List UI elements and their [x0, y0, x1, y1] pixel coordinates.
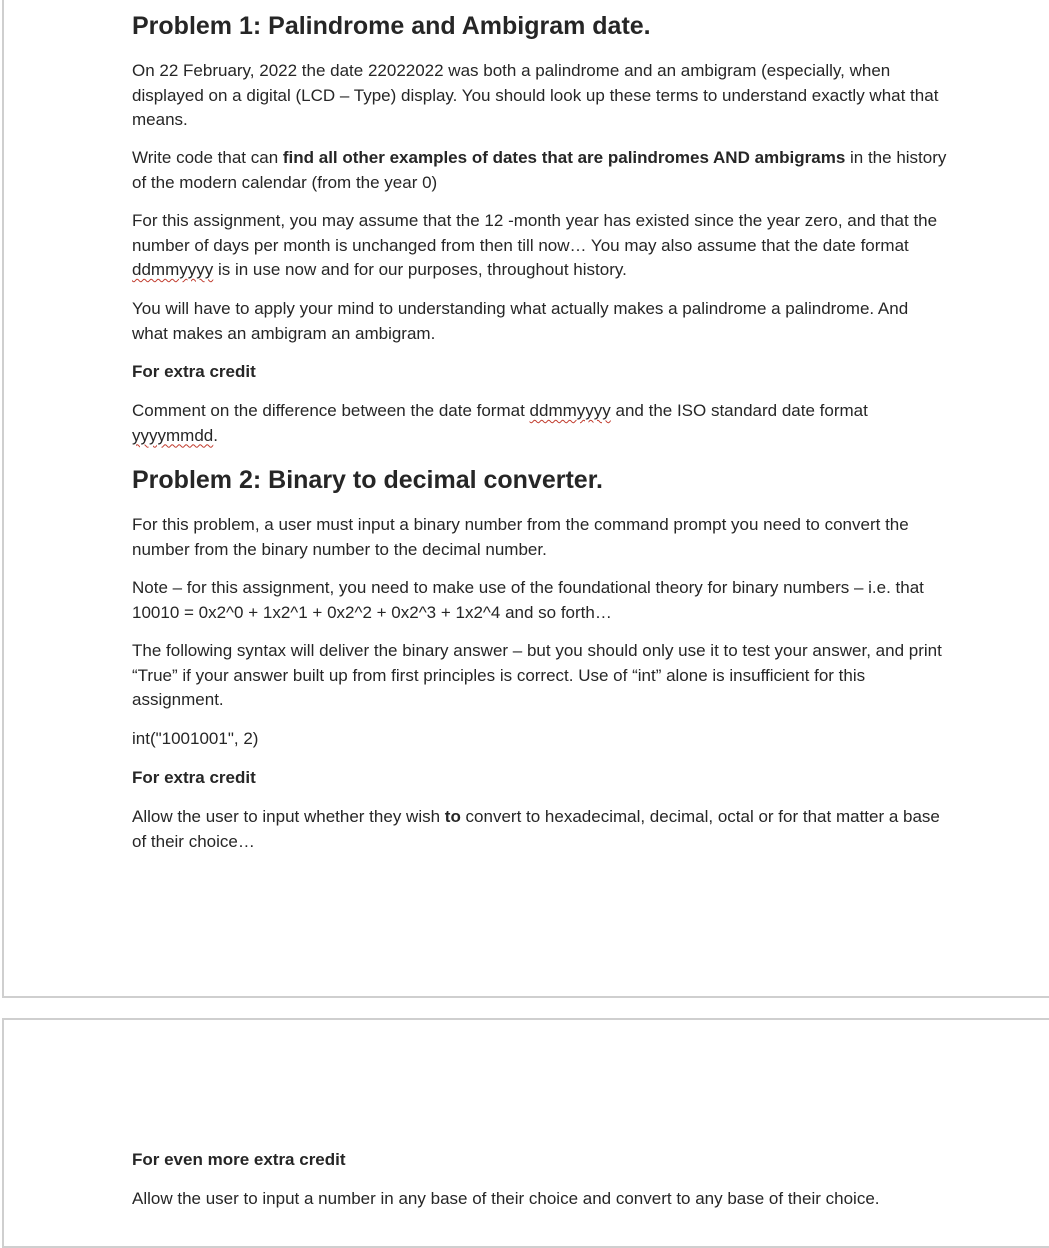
- problem1-task-emphasis: find all other examples of dates that are palindromes AND ambigrams: [282, 148, 846, 167]
- problem1-understanding-paragraph: You will have to apply your mind to understanding what actually makes a palindrome a palindrome. And what makes an ambigram an ambigram.: [132, 299, 909, 343]
- problem1-intro-paragraph: On 22 February, 2022 the date 22022022 was both a palindrome and an ambigram (especially, when displayed on a digital (LCD – Type) display. You should look up these terms to understand exactly what that means.: [132, 61, 939, 129]
- problem2-more-extra-credit-text: Allow the user to input a number in any base of their choice and convert to any base of their choice.: [132, 1189, 880, 1208]
- problem2-heading: Problem 2: Binary to decimal converter.: [132, 466, 603, 494]
- document-page-2: [2, 1018, 1049, 1248]
- problem1-task-paragraph: Write code that can find all other examples of dates that are palindromes AND ambigrams in the history of the modern calendar (from the year 0): [132, 148, 947, 192]
- problem1-assumptions-paragraph: For this assignment, you may assume that the 12 -month year has existed since the year zero, and that the number of days per month is unchanged from then till now… You may also assume that the date format ddmmyyyy is in use now and for our purposes, throughout history.: [132, 211, 938, 279]
- problem2-intro-paragraph: For this problem, a user must input a binary number from the command prompt you need to convert the number from the binary number to the decimal number.: [132, 515, 909, 559]
- date-format-yyyymmdd: yyyymmdd: [132, 425, 214, 445]
- extra-credit-emphasis-to: to: [444, 807, 461, 826]
- problem2-more-extra-credit-label: For even more extra credit: [132, 1150, 346, 1169]
- problem1-extra-credit-label: For extra credit: [132, 362, 256, 381]
- problem2-syntax-paragraph: The following syntax will deliver the binary answer – but you should only use it to test your answer, and print “True” if your answer built up from first principles is correct. Use of “int” alone is insufficient for this assignment.: [132, 641, 942, 709]
- problem2-code-line: int("1001001", 2): [132, 729, 259, 748]
- problem1-extra-credit-text: Comment on the difference between the date format ddmmyyyy and the ISO standard date format yyyymmdd.: [132, 401, 868, 445]
- date-format-ddmmyyyy-2: ddmmyyyy: [529, 401, 611, 420]
- date-format-ddmmyyyy: ddmmyyyy: [132, 260, 214, 279]
- page-gap: [0, 998, 1049, 1018]
- problem1-heading: Problem 1: Palindrome and Ambigram date.: [132, 12, 651, 40]
- problem2-note-paragraph: Note – for this assignment, you need to make use of the foundational theory for binary numbers – i.e. that 10010 = 0x2^0 + 1x2^1 + 0x2^2 + 0x2^3 + 1x2^4 and so forth…: [132, 578, 924, 622]
- problem2-extra-credit-text: Allow the user to input whether they wish to convert to hexadecimal, decimal, octal or for that matter a base of their choice…: [132, 807, 940, 851]
- problem2-extra-credit-label: For extra credit: [132, 768, 256, 787]
